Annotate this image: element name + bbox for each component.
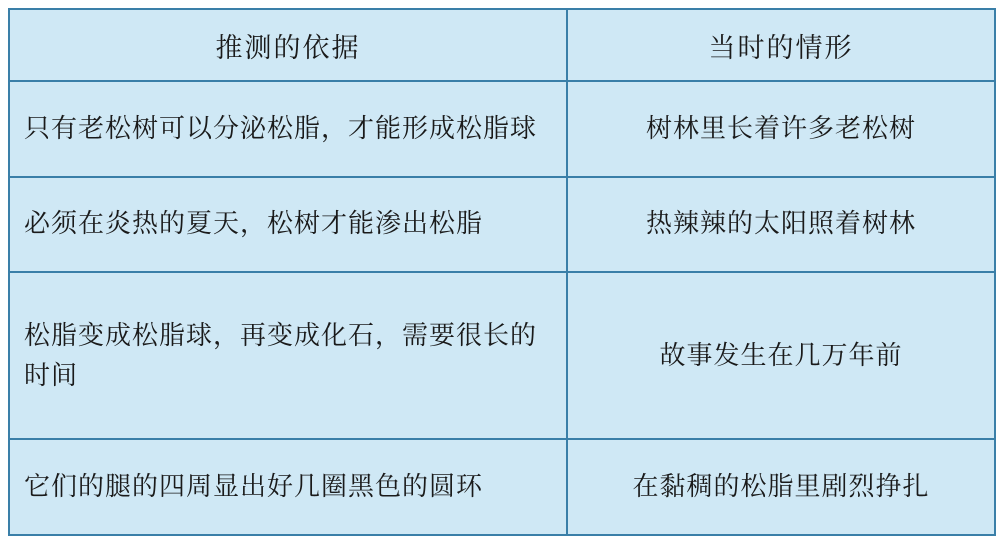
cell-situation: 树林里长着许多老松树 <box>567 81 995 177</box>
table-row <box>9 439 995 535</box>
column-header-basis: 推测的依据 <box>9 9 567 81</box>
table-row <box>9 177 995 273</box>
table-row <box>9 272 995 439</box>
cell-situation: 故事发生在几万年前 <box>567 272 995 439</box>
cell-situation: 在黏稠的松脂里剧烈挣扎 <box>567 439 995 535</box>
inference-table <box>8 8 996 536</box>
cell-basis: 松脂变成松脂球，再变成化石，需要很长的时间 <box>9 272 567 439</box>
table-body <box>9 81 995 535</box>
cell-basis: 必须在炎热的夏天，松树才能渗出松脂 <box>9 177 567 273</box>
cell-basis: 它们的腿的四周显出好几圈黑色的圆环 <box>9 439 567 535</box>
table-row <box>9 81 995 177</box>
cell-basis: 只有老松树可以分泌松脂，才能形成松脂球 <box>9 81 567 177</box>
table-header <box>9 9 995 81</box>
table-header-row <box>9 9 995 81</box>
column-header-situation: 当时的情形 <box>567 9 995 81</box>
cell-situation: 热辣辣的太阳照着树林 <box>567 177 995 273</box>
table-container <box>8 8 996 536</box>
